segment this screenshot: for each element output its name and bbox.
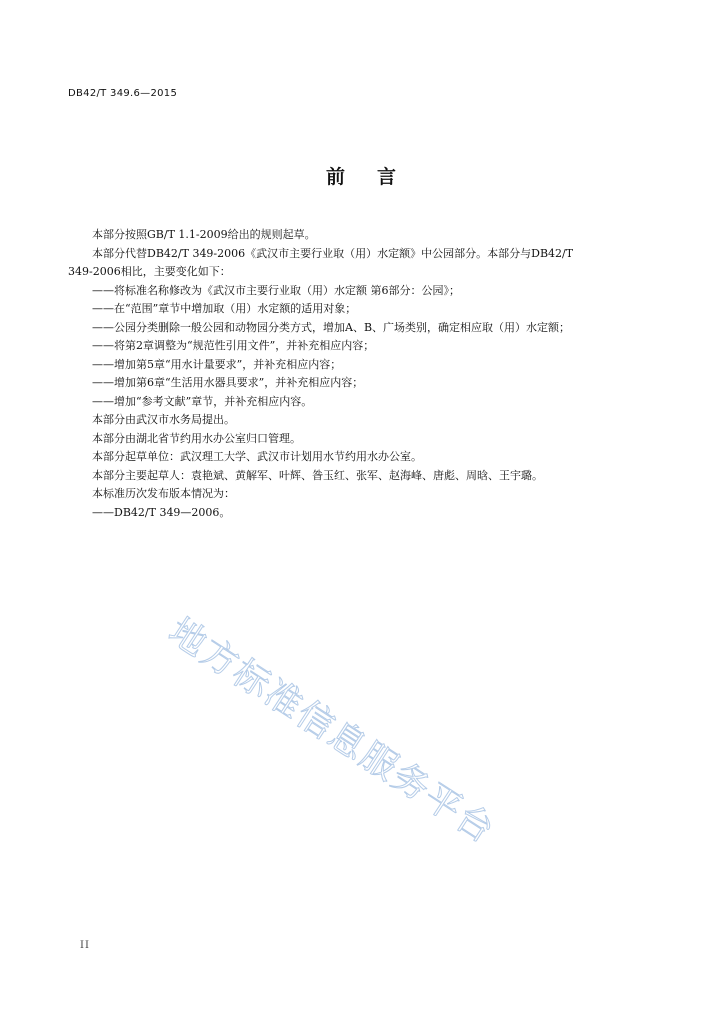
paragraph-replacement-cont: 349-2006相比，主要变化如下： (68, 265, 231, 278)
change-item: ——将第2章调整为“规范性引用文件”，并补充相应内容； (92, 339, 375, 352)
paragraph-drafters: 本部分主要起草人：袁艳斌、黄解军、叶辉、昝玉红、张军、赵海峰、唐彪、周晗、王宇璐。 (92, 468, 543, 482)
change-item: ——增加第6章“生活用水器具要求”，并补充相应内容； (92, 376, 364, 389)
title-char-1: 前 (325, 166, 347, 188)
paragraph-history: 本标准历次发布版本情况为： (92, 487, 235, 500)
title-char-2: 言 (377, 166, 399, 188)
page-number: II (80, 940, 90, 951)
page-title (0, 162, 724, 189)
paragraph-replacement: 本部分代替DB42/T 349-2006《武汉市主要行业取（用）水定额》中公园部分。本部分与DB42/T (92, 246, 574, 260)
change-item: ——增加第5章“用水计量要求”，并补充相应内容； (92, 357, 342, 371)
foreword-body (68, 226, 644, 522)
change-item: ——增加“参考文献”章节，并补充相应内容。 (92, 394, 313, 408)
change-item: ——将标准名称修改为《武汉市主要行业取（用）水定额 第6部分：公园》； (92, 283, 460, 297)
history-item: ——DB42/T 349—2006。 (92, 505, 231, 519)
paragraph-drafting-units: 本部分起草单位：武汉理工大学、武汉市计划用水节约用水办公室。 (92, 450, 422, 463)
change-item: ——公园分类删除一般公园和动物园分类方式，增加A、B、广场类别，确定相应取（用）水定额； (92, 320, 571, 334)
paragraph-management: 本部分由湖北省节约用水办公室归口管理。 (92, 431, 301, 445)
watermark-text: 地方标准信息服务平台 (161, 610, 503, 853)
paragraph-drafting-rules: 本部分按照GB/T 1.1-2009给出的规则起草。 (92, 228, 316, 241)
change-item: ——在“范围”章节中增加取（用）水定额的适用对象； (92, 302, 357, 315)
paragraph-proposer: 本部分由武汉市水务局提出。 (92, 413, 235, 426)
document-code: DB42/T 349.6—2015 (68, 88, 178, 99)
